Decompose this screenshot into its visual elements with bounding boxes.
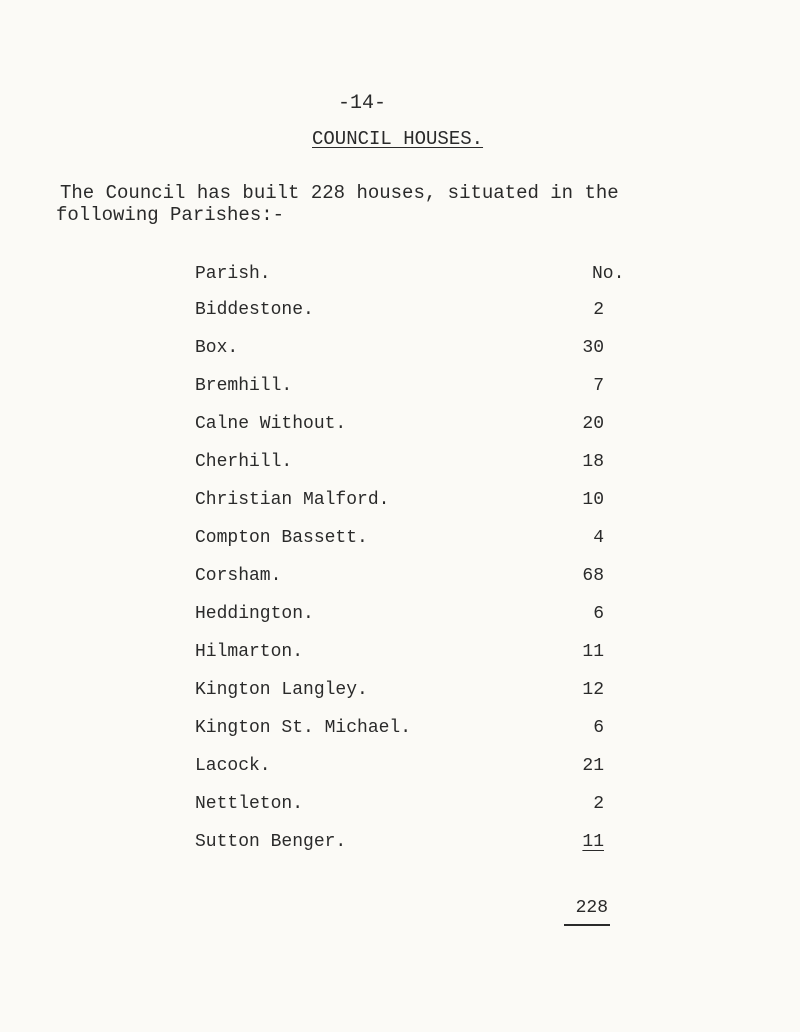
parish-name: Biddestone. [195, 300, 314, 320]
intro-line-2: following Parishes:- [56, 204, 285, 226]
parish-name: Heddington. [195, 604, 314, 624]
parish-name: Cherhill. [195, 452, 293, 472]
parish-name: Christian Malford. [195, 490, 390, 510]
house-count: 12 [582, 680, 604, 700]
table-row [0, 528, 800, 564]
house-count: 10 [582, 490, 604, 510]
total-underline [564, 924, 610, 926]
table-row [0, 338, 800, 374]
table-row [0, 832, 800, 868]
table-row [0, 604, 800, 640]
table-row [0, 300, 800, 336]
house-count: 68 [582, 566, 604, 586]
house-count: 2 [593, 794, 604, 814]
house-count: 30 [582, 338, 604, 358]
house-count: 7 [593, 376, 604, 396]
page-number: -14- [338, 92, 387, 115]
parish-name: Kington Langley. [195, 680, 368, 700]
parish-name: Kington St. Michael. [195, 718, 412, 738]
page-title: COUNCIL HOUSES. [312, 128, 484, 150]
house-count: 6 [593, 718, 604, 738]
house-count: 4 [593, 528, 604, 548]
table-row [0, 718, 800, 754]
table-row [0, 414, 800, 450]
house-count: 18 [582, 452, 604, 472]
parish-name: Box. [195, 338, 239, 358]
parish-name: Bremhill. [195, 376, 293, 396]
parish-name: Corsham. [195, 566, 282, 586]
intro-paragraph [56, 182, 776, 270]
house-count: 21 [582, 756, 604, 776]
total-count: 228 [575, 898, 608, 918]
parish-name: Calne Without. [195, 414, 347, 434]
parish-name: Lacock. [195, 756, 271, 776]
house-count: 20 [582, 414, 604, 434]
house-count: 2 [593, 300, 604, 320]
house-count: 11 [582, 642, 604, 662]
house-count: 6 [593, 604, 604, 624]
table-row [0, 452, 800, 488]
parish-name: Compton Bassett. [195, 528, 368, 548]
parish-name: Sutton Benger. [195, 832, 347, 852]
table-row [0, 756, 800, 792]
table-row [0, 642, 800, 678]
table-row [0, 794, 800, 830]
table-row [0, 490, 800, 526]
parish-name: Hilmarton. [195, 642, 304, 662]
parish-name: Nettleton. [195, 794, 304, 814]
table-row [0, 376, 800, 412]
table-row [0, 680, 800, 716]
column-header-no: No. [592, 264, 625, 284]
table-row [0, 566, 800, 602]
intro-line-1: The Council has built 228 houses, situated in the [60, 182, 619, 204]
column-header-parish: Parish. [195, 264, 271, 284]
house-count: 11 [582, 832, 604, 852]
